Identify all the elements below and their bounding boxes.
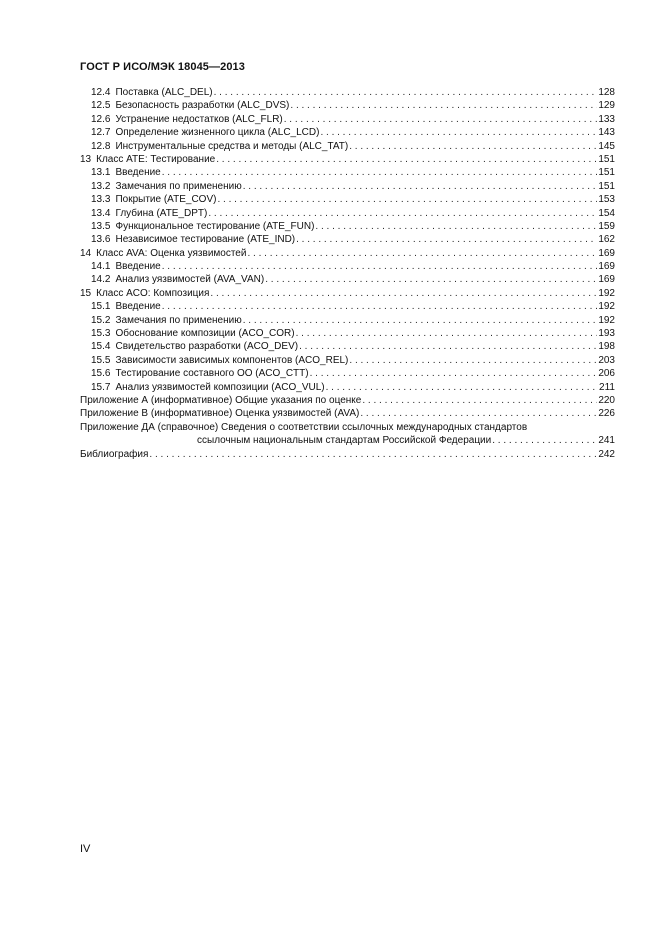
toc-entry[interactable] — [80, 86, 615, 99]
toc-leader-dots — [320, 126, 597, 139]
toc-entry-page: 151 — [598, 153, 615, 165]
toc-entry[interactable] — [80, 247, 615, 260]
toc-leader-dots — [290, 99, 597, 112]
toc-entry-title: Библиография — [80, 448, 149, 460]
toc-leader-dots — [299, 340, 597, 353]
toc-entry-title: Приложение А (информативное) Общие указания по оценке — [80, 394, 362, 406]
toc-entry-page: 151 — [598, 167, 615, 179]
toc-entry-page: 143 — [598, 127, 615, 139]
toc-leader-dots — [296, 327, 598, 340]
toc-entry-annex-da-line2 — [80, 434, 615, 447]
toc-leader-dots — [247, 247, 597, 260]
toc-entry-number: 14.1 — [91, 261, 111, 273]
toc-leader-dots — [210, 287, 597, 300]
toc-entry-title: Введение — [115, 261, 161, 273]
toc-entry[interactable] — [80, 99, 615, 112]
toc-entry[interactable] — [80, 300, 615, 313]
toc-entry-title: Безопасность разработки (ALC_DVS) — [115, 100, 290, 112]
toc-entry-number: 12.5 — [91, 100, 111, 112]
toc-entry-title: Функциональное тестирование (ATE_FUN) — [115, 220, 315, 232]
toc-entry-number: 12.8 — [91, 140, 111, 152]
toc-entry-page: 145 — [598, 140, 615, 152]
toc-entry[interactable] — [80, 140, 615, 153]
toc-entry-title: Тестирование составного ОО (ACO_CTT) — [115, 368, 309, 380]
toc-entry-page: 241 — [598, 435, 615, 447]
toc-leader-dots — [162, 300, 598, 313]
toc-entry-number: 14 — [80, 247, 92, 259]
toc-entry-page: 154 — [598, 207, 615, 219]
toc-entry-number: 15.7 — [91, 381, 111, 393]
toc-leader-dots — [214, 86, 598, 99]
toc-entry[interactable] — [80, 394, 615, 407]
toc-leader-dots — [162, 260, 598, 273]
toc-entry-number: 13.1 — [91, 167, 111, 179]
toc-entry-page: 133 — [598, 113, 615, 125]
toc-entries — [80, 86, 615, 421]
toc-entry-page: 162 — [598, 234, 615, 246]
toc-entry-page: 206 — [598, 368, 615, 380]
toc-entry-title: Зависимости зависимых компонентов (ACO_REL) — [115, 354, 349, 366]
toc-entry-title: Свидетельство разработки (ACO_DEV) — [115, 341, 299, 353]
toc-entry-page: 220 — [598, 394, 615, 406]
toc-entry-number: 13.3 — [91, 194, 111, 206]
toc-entry[interactable] — [80, 287, 615, 300]
toc-entry-page: 192 — [598, 301, 615, 313]
toc-entry[interactable] — [80, 327, 615, 340]
toc-entry-title: Анализ уязвимостей (AVA_VAN) — [115, 274, 265, 286]
toc-entry-page: 192 — [598, 287, 615, 299]
toc-leader-dots — [349, 354, 597, 367]
toc-entry-title: Устранение недостатков (ALC_FLR) — [115, 113, 283, 125]
toc-entry[interactable] — [80, 354, 615, 367]
toc-entry-title: Независимое тестирование (ATE_IND) — [115, 234, 296, 246]
toc-entry-number: 13.4 — [91, 207, 111, 219]
toc-entry-title: Поставка (ALC_DEL) — [115, 87, 213, 98]
toc-entry[interactable] — [80, 260, 615, 273]
toc-entry[interactable] — [80, 273, 615, 286]
toc-entry-bibliography[interactable] — [80, 448, 615, 461]
toc-leader-dots — [360, 407, 597, 420]
toc-entry-page: 169 — [598, 274, 615, 286]
toc-entry-title: Покрытие (ATE_COV) — [115, 194, 217, 206]
toc-leader-dots — [217, 193, 597, 206]
toc-entry-title: Инструментальные средства и методы (ALC_TAT) — [115, 140, 349, 152]
toc-entry-number: 12.7 — [91, 127, 111, 139]
toc-entry-annex-da-line1: Приложение ДА (справочное) Сведения о соответствии ссылочных международных стандартов — [80, 421, 528, 433]
toc-entry-title: Определение жизненного цикла (ALC_LCD) — [115, 127, 320, 139]
toc-leader-dots — [208, 207, 597, 220]
toc-entry-title: Введение — [115, 301, 161, 313]
table-of-contents — [80, 86, 615, 461]
toc-leader-dots — [149, 448, 597, 461]
toc-entry-page: 242 — [598, 448, 615, 460]
toc-entry-number: 15.1 — [91, 301, 111, 313]
toc-entry-number: 13.6 — [91, 234, 111, 246]
toc-entry-title: Замечания по применению — [115, 314, 242, 326]
toc-leader-dots — [362, 394, 597, 407]
toc-entry-page: 128 — [598, 87, 615, 98]
toc-entry-page: 193 — [598, 328, 615, 340]
toc-leader-dots — [265, 273, 597, 286]
toc-entry[interactable] — [80, 407, 615, 420]
toc-entry[interactable] — [80, 233, 615, 246]
toc-entry-page: 151 — [598, 180, 615, 192]
toc-leader-dots — [162, 166, 598, 179]
toc-entry[interactable] — [80, 207, 615, 220]
toc-leader-dots — [315, 220, 597, 233]
toc-entry-title: Анализ уязвимостей композиции (ACO_VUL) — [115, 381, 325, 393]
toc-entry-page: 226 — [598, 408, 615, 420]
toc-entry[interactable] — [80, 113, 615, 126]
toc-entry[interactable] — [80, 153, 615, 166]
toc-leader-dots — [310, 367, 598, 380]
toc-leader-dots — [243, 180, 598, 193]
toc-entry[interactable] — [80, 314, 615, 327]
toc-entry[interactable] — [80, 166, 615, 179]
toc-entry-title: Замечания по применению — [115, 180, 242, 192]
toc-entry-page: 129 — [598, 100, 615, 112]
toc-entry-title: Класс ACO: Композиция — [96, 287, 210, 299]
toc-entry-number: 15.4 — [91, 341, 111, 353]
toc-entry-page: 159 — [598, 220, 615, 232]
toc-entry-number: 13.5 — [91, 220, 111, 232]
page-header: ГОСТ Р ИСО/МЭК 18045—2013 — [80, 61, 245, 73]
toc-entry-title: Класс AVA: Оценка уязвимостей — [96, 247, 247, 259]
toc-entry-annex-da-title: ссылочным национальным стандартам Российской Федерации — [197, 435, 492, 447]
toc-entry-title: Класс ATE: Тестирование — [96, 153, 216, 165]
toc-entry-number: 13 — [80, 153, 92, 165]
toc-entry-title: Приложение В (информативное) Оценка уязвимостей (AVA) — [80, 408, 360, 420]
toc-leader-dots — [296, 233, 597, 246]
toc-entry-number: 15 — [80, 287, 92, 299]
toc-entry-number: 14.2 — [91, 274, 111, 286]
toc-entry-number: 13.2 — [91, 180, 111, 192]
toc-entry-page: 211 — [599, 381, 615, 393]
page-number: IV — [80, 843, 91, 855]
toc-entry-number: 12.4 — [91, 87, 111, 98]
toc-entry-title: Введение — [115, 167, 161, 179]
toc-entry-number: 15.3 — [91, 328, 111, 340]
toc-entry-annex-da[interactable] — [80, 421, 615, 448]
toc-leader-dots — [349, 140, 597, 153]
toc-entry-page: 169 — [598, 261, 615, 273]
toc-entry[interactable] — [80, 180, 615, 193]
toc-entry-title: Обоснование композиции (ACO_COR) — [115, 328, 295, 340]
toc-entry-number: 12.6 — [91, 113, 111, 125]
toc-entry-page: 169 — [598, 247, 615, 259]
toc-entry-number: 15.6 — [91, 368, 111, 380]
toc-leader-dots — [492, 434, 597, 447]
toc-leader-dots — [326, 381, 598, 394]
toc-entry[interactable] — [80, 367, 615, 380]
toc-entry[interactable] — [80, 340, 615, 353]
toc-entry-number: 15.2 — [91, 314, 111, 326]
toc-entry[interactable] — [80, 126, 615, 139]
toc-entry-page: 198 — [598, 341, 615, 353]
toc-entry[interactable] — [80, 381, 615, 394]
toc-entry-page: 153 — [598, 194, 615, 206]
toc-entry[interactable] — [80, 193, 615, 206]
toc-entry-page: 203 — [598, 354, 615, 366]
toc-entry-title: Глубина (ATE_DPT) — [115, 207, 208, 219]
toc-leader-dots — [284, 113, 598, 126]
toc-leader-dots — [243, 314, 598, 327]
toc-entry-number: 15.5 — [91, 354, 111, 366]
toc-entry-page: 192 — [598, 314, 615, 326]
toc-leader-dots — [216, 153, 597, 166]
toc-entry[interactable] — [80, 220, 615, 233]
